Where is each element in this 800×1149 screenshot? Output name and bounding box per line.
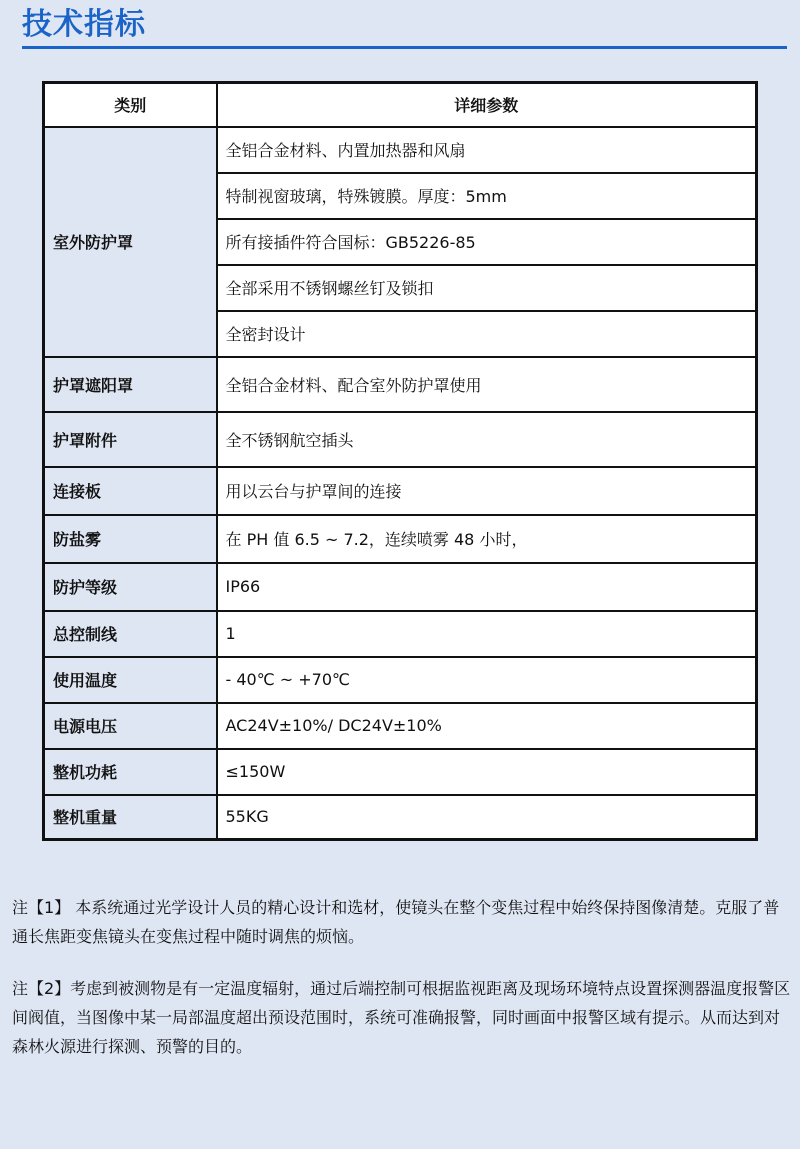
category-cell: 防护等级 (44, 563, 217, 611)
value-cell: 55KG (217, 795, 757, 840)
category-cell: 护罩附件 (44, 412, 217, 467)
table-row (44, 611, 757, 657)
table-row (44, 515, 757, 563)
category-cell: 护罩遮阳罩 (44, 357, 217, 412)
value-cell: 在 PH 值 6.5 ~ 7.2，连续喷雾 48 小时， (217, 515, 757, 563)
table-row (44, 749, 757, 795)
value-cell: 全密封设计 (217, 311, 757, 357)
category-cell: 防盐雾 (44, 515, 217, 563)
category-cell: 室外防护罩 (44, 127, 217, 357)
table-row (44, 412, 757, 467)
section-header (0, 0, 800, 60)
value-cell: 全铝合金材料、配合室外防护罩使用 (217, 357, 757, 412)
value-cell: 1 (217, 611, 757, 657)
note-1: 注【1】 本系统通过光学设计人员的精心设计和选材，使镜头在整个变焦过程中始终保持图像清楚。克服了普通长焦距变焦镜头在变焦过程中随时调焦的烦恼。 (12, 898, 780, 946)
category-cell: 总控制线 (44, 611, 217, 657)
value-cell: 用以云台与护罩间的连接 (217, 467, 757, 515)
table-header-row (44, 83, 757, 127)
category-cell: 整机重量 (44, 795, 217, 840)
value-cell: ≤150W (217, 749, 757, 795)
category-cell: 使用温度 (44, 657, 217, 703)
table-row (44, 357, 757, 412)
value-cell: - 40℃ ~ +70℃ (217, 657, 757, 703)
spec-table (42, 81, 758, 841)
category-cell: 连接板 (44, 467, 217, 515)
value-cell: 特制视窗玻璃，特殊镀膜。厚度：5mm (217, 173, 757, 219)
table-row (44, 657, 757, 703)
title-underline (22, 46, 787, 49)
category-cell: 整机功耗 (44, 749, 217, 795)
table-row (44, 467, 757, 515)
notes-section (12, 893, 792, 1084)
value-cell: 全不锈钢航空插头 (217, 412, 757, 467)
table-row (44, 795, 757, 840)
header-category: 类别 (44, 83, 217, 127)
note-2: 注【2】考虑到被测物是有一定温度辐射，通过后端控制可根据监视距离及现场环境特点设置探测器温度报警区间阀值，当图像中某一局部温度超出预设范围时，系统可准确报警，同时画面中报警区域有提示。从而达到对森林火源进行探测、预警的目的。 (12, 979, 791, 1056)
category-cell: 电源电压 (44, 703, 217, 749)
value-cell: IP66 (217, 563, 757, 611)
value-cell: AC24V±10%/ DC24V±10% (217, 703, 757, 749)
table-row (44, 563, 757, 611)
value-cell: 全部采用不锈钢螺丝钉及锁扣 (217, 265, 757, 311)
value-cell: 全铝合金材料、内置加热器和风扇 (217, 127, 757, 173)
table-row (44, 703, 757, 749)
header-details: 详细参数 (217, 83, 757, 127)
value-cell: 所有接插件符合国标：GB5226-85 (217, 219, 757, 265)
page-title: 技术指标 (22, 7, 146, 42)
table-row (44, 127, 757, 173)
